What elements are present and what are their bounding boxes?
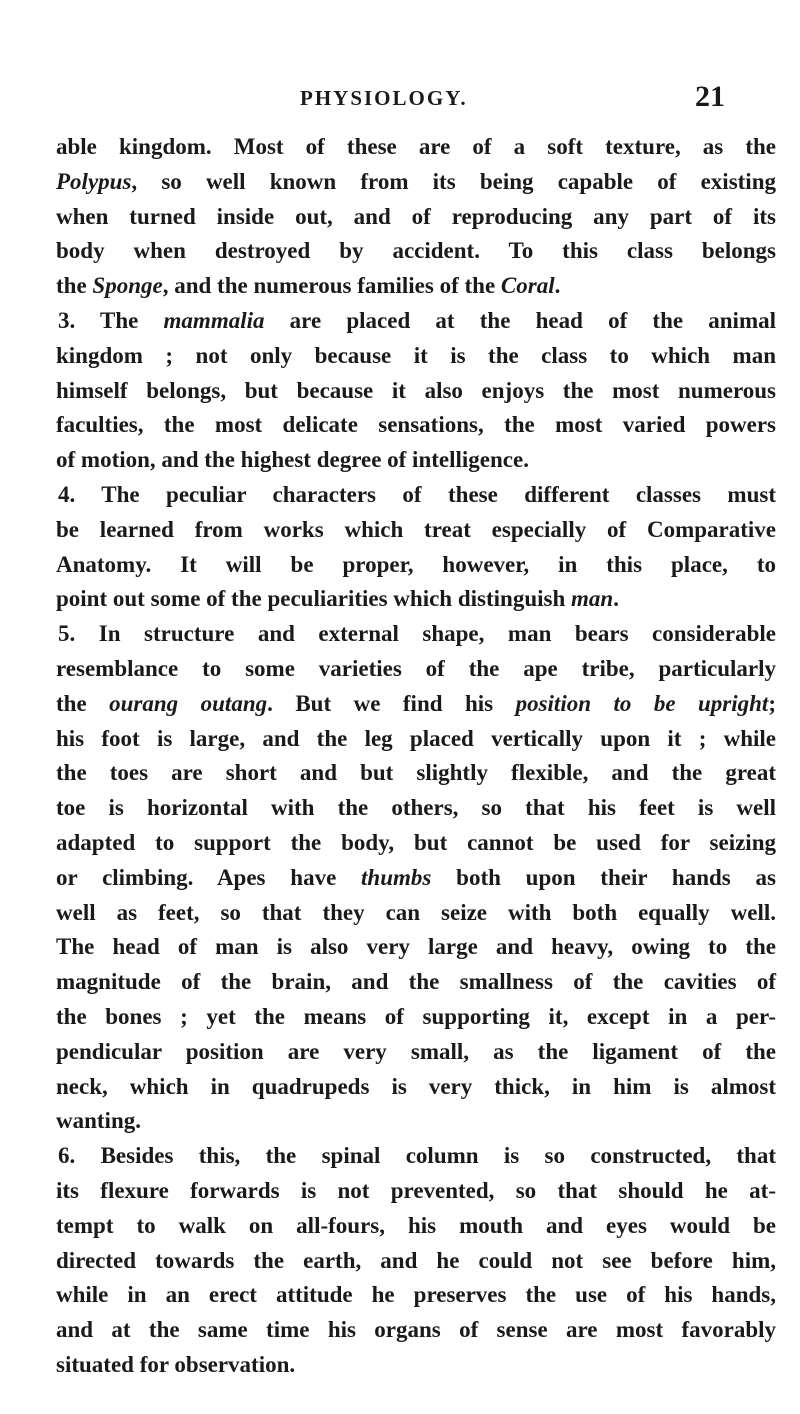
- text-line: the Sponge, and the numerous families of the Coral.: [56, 273, 561, 299]
- text-line: himself belongs, but because it also enjoys the most numerous: [56, 377, 776, 403]
- text-line: the bones ; yet the means of supporting it, except in a per-: [56, 1003, 776, 1029]
- text-line: of motion, and the highest degree of intelligence.: [56, 447, 529, 473]
- text-line: able kingdom. Most of these are of a soft texture, as the: [56, 134, 776, 159]
- text-line: the ourang outang. But we find his position to be upright;: [56, 690, 776, 716]
- text-line: magnitude of the brain, and the smallness of the cavities of: [56, 969, 776, 995]
- text-line: pendicular position are very small, as the ligament of the: [56, 1038, 776, 1064]
- text-line: 5. In structure and external shape, man bears considerable: [58, 621, 776, 647]
- text-line: when turned inside out, and of reproducing any part of its: [56, 203, 776, 229]
- text-line: directed towards the earth, and he could not see before him,: [56, 1247, 776, 1273]
- text-line: toe is horizontal with the others, so that his feet is well: [56, 795, 776, 821]
- page-number: 21: [695, 80, 725, 113]
- text-line: well as feet, so that they can seize with both equally well.: [56, 899, 776, 925]
- text-line: and at the same time his organs of sense are most favorably: [56, 1317, 776, 1343]
- text-line: point out some of the peculiarities which distinguish man.: [56, 586, 619, 612]
- running-title: PHYSIOLOGY.: [300, 86, 468, 110]
- text-line: adapted to support the body, but cannot be used for seizing: [56, 829, 776, 855]
- text-line: its flexure forwards is not prevented, so that should he at-: [56, 1177, 776, 1203]
- text-line: 6. Besides this, the spinal column is so constructed, that: [58, 1143, 776, 1169]
- text-line: Polypus, so well known from its being capable of existing: [56, 168, 776, 194]
- text-line: wanting.: [56, 1108, 141, 1134]
- text-line: Anatomy. It will be proper, however, in this place, to: [56, 551, 776, 577]
- text-line: kingdom ; not only because it is the class to which man: [56, 342, 776, 368]
- text-line: The head of man is also very large and heavy, owing to the: [56, 934, 776, 960]
- text-line: situated for observation.: [56, 1351, 296, 1377]
- text-line: his foot is large, and the leg placed vertically upon it ; while: [56, 725, 776, 751]
- text-line: faculties, the most delicate sensations, the most varied powers: [56, 412, 776, 438]
- text-line: 4. The peculiar characters of these different classes must: [58, 481, 776, 507]
- text-line: the toes are short and but slightly flexible, and the great: [56, 760, 776, 786]
- text-line: be learned from works which treat especially of Comparative: [56, 516, 776, 542]
- text-line: body when destroyed by accident. To this class belongs: [56, 238, 776, 264]
- text-line: tempt to walk on all-fours, his mouth and eyes would be: [56, 1212, 776, 1238]
- text-line: or climbing. Apes have thumbs both upon their hands as: [56, 864, 776, 890]
- text-line: while in an erect attitude he preserves the use of his hands,: [56, 1282, 776, 1308]
- text-line: neck, which in quadrupeds is very thick, in him is almost: [56, 1073, 776, 1099]
- body-text: [56, 130, 776, 1383]
- text-line: resemblance to some varieties of the ape tribe, particularly: [56, 655, 776, 681]
- text-line: 3. The mammalia are placed at the head of the animal: [58, 307, 776, 333]
